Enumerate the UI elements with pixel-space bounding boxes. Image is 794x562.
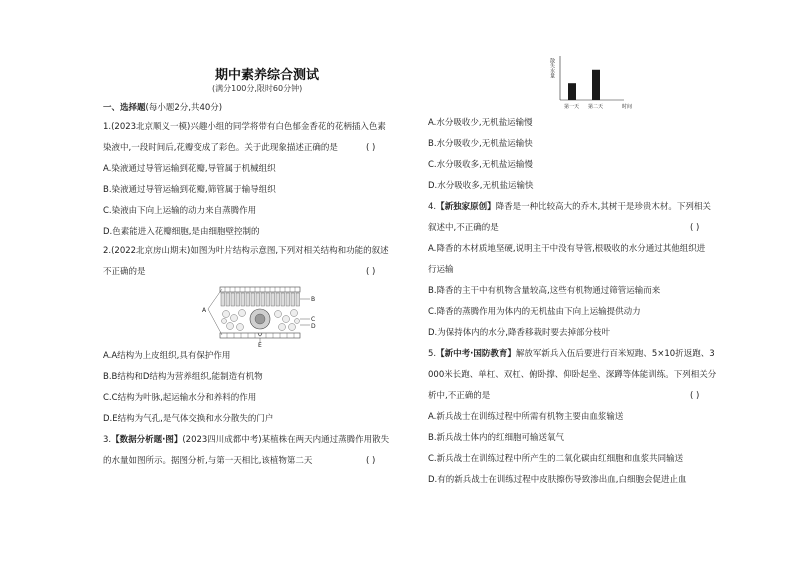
q3-tag: 【数据分析题·图】 (111, 435, 183, 445)
q5-option-b: B.新兵战士体内的红细胞可输送氧气 (428, 433, 565, 443)
q2-answer-paren: ( ) (366, 267, 376, 277)
q5-option-c: C.新兵战士在训练过程中所产生的二氧化碳由红细胞和血浆共同输送 (428, 454, 684, 464)
q2-stem-line-2: 不正确的是 (103, 267, 146, 277)
q4-option-c: C.降香的蒸腾作用为体内的无机盐由下向上运输提供动力 (428, 307, 641, 317)
figure-label-b: B (311, 296, 316, 303)
chart-tick-day-1: 第一天 (564, 104, 580, 110)
q2-option-d: D.E结构为气孔,是气体交换和水分散失的门户 (103, 414, 274, 424)
q2-stem-line-1: 2.(2022北京房山期末)如图为叶片结构示意图,下列对相关结构和功能的叙述 (103, 246, 389, 256)
q3-stem-line-2: 的水量如图所示。据图分析,与第一天相比,该植物第二天 (103, 456, 313, 466)
q4-answer-paren: ( ) (690, 223, 700, 233)
chart-xlabel: 时间 (622, 104, 633, 110)
q5-stem-line-1 (428, 349, 715, 360)
q3-option-c: C.水分吸收多,无机盐运输慢 (428, 160, 533, 170)
page-title: 期中素养综合测试 (215, 68, 320, 83)
q5-option-a: A.新兵战士在训练过程中所需有机物主要由血浆输送 (428, 412, 624, 422)
section-note: (每小题2分,共40分) (145, 103, 223, 113)
q4-option-b: B.降香的主干中有机物含量较高,这些有机物通过筛管运输而来 (428, 286, 661, 296)
q3-answer-paren: ( ) (366, 456, 376, 466)
q1-option-a: A.染液通过导管运输到花瓣,导管属于机械组织 (103, 164, 276, 174)
q1-answer-paren: ( ) (366, 143, 376, 153)
q5-stem-line-2: 000米长跑、单杠、双杠、俯卧撑、仰卧起坐、深蹲等体能训练。下列相关分 (428, 370, 717, 380)
q3-option-a: A.水分吸收少,无机盐运输慢 (428, 118, 533, 128)
q4-stem-line-1 (428, 202, 711, 213)
q3-option-d: D.水分吸收多,无机盐运输快 (428, 181, 534, 191)
q1-option-d: D.色素能进入花瓣细胞,是由细胞壁控制的 (103, 227, 260, 237)
q2-option-c: C.C结构为叶脉,起运输水分和养料的作用 (103, 393, 257, 403)
chart-ylabel: 散失水量 (549, 58, 555, 78)
chart-tick-day-2: 第二天 (588, 104, 604, 110)
chart-bar-day-1 (568, 83, 576, 100)
q5-option-d: D.有的新兵战士在训练过程中皮肤擦伤导致渗出血,白细胞会促进止血 (428, 475, 687, 485)
q1-stem-line-1: 1.(2023北京顺义一模)兴趣小组的同学将带有白色郁金香花的花柄插入色素 (103, 122, 386, 132)
q5-stem-line-3: 析中,不正确的是 (428, 391, 491, 401)
q4-option-a: A.降香的木材质地坚硬,说明主干中没有导管,根吸收的水分通过其他组织进 (428, 244, 706, 254)
q4-tag: 【新独家原创】 (436, 202, 496, 212)
q4-num: 4. (428, 202, 437, 212)
q2-option-a: A.A结构为上皮组织,具有保护作用 (103, 351, 231, 361)
figure-label-d: D (311, 323, 316, 330)
leaf-structure-figure (200, 283, 325, 347)
page-subtitle: (满分100分,限时60分钟) (212, 84, 303, 93)
q1-stem-line-2: 染液中,一段时间后,花瓣变成了彩色。关于此现象描述正确的是 (103, 143, 338, 153)
section-title: 一、选择题 (103, 103, 146, 113)
q4-stem-rest: 降香是一种比较高大的乔木,其树干是珍贵木材。下列相关 (495, 202, 711, 212)
q3-option-b: B.水分吸收少,无机盐运输快 (428, 139, 533, 149)
q5-tag: 【新中考·国防教育】 (436, 349, 516, 359)
section-heading (103, 101, 222, 113)
figure-label-c: C (311, 316, 316, 323)
q4-stem-line-2: 叙述中,不正确的是 (428, 223, 499, 233)
q1-option-c: C.染液由下向上运输的动力来自蒸腾作用 (103, 206, 257, 216)
chart-bar-day-2 (592, 70, 600, 100)
transpiration-bar-chart (549, 54, 642, 114)
figure-label-a: A (202, 307, 207, 314)
q4-option-d: D.为保持体内的水分,降香移栽时要去掉部分枝叶 (428, 328, 610, 338)
q5-answer-paren: ( ) (690, 391, 700, 401)
q5-num: 5. (428, 349, 437, 359)
q2-option-b: B.B结构和D结构为营养组织,能制造有机物 (103, 372, 263, 382)
q4-option-a-cont: 行运输 (428, 265, 454, 275)
q1-option-b: B.染液通过导管运输到花瓣,筛管属于输导组织 (103, 185, 276, 195)
q5-stem-rest: 解放军新兵入伍后要进行百米短跑、5×10折返跑、3 (515, 349, 715, 359)
figure-label-e: E (258, 342, 262, 349)
q3-stem-rest: (2023四川成都中考)某植株在两天内通过蒸腾作用散失 (182, 435, 390, 445)
q3-stem-line-1: 3.【数据分析题·图】(2023四川成都中考)某植株在两天内通过蒸腾作用散失 (103, 435, 390, 445)
